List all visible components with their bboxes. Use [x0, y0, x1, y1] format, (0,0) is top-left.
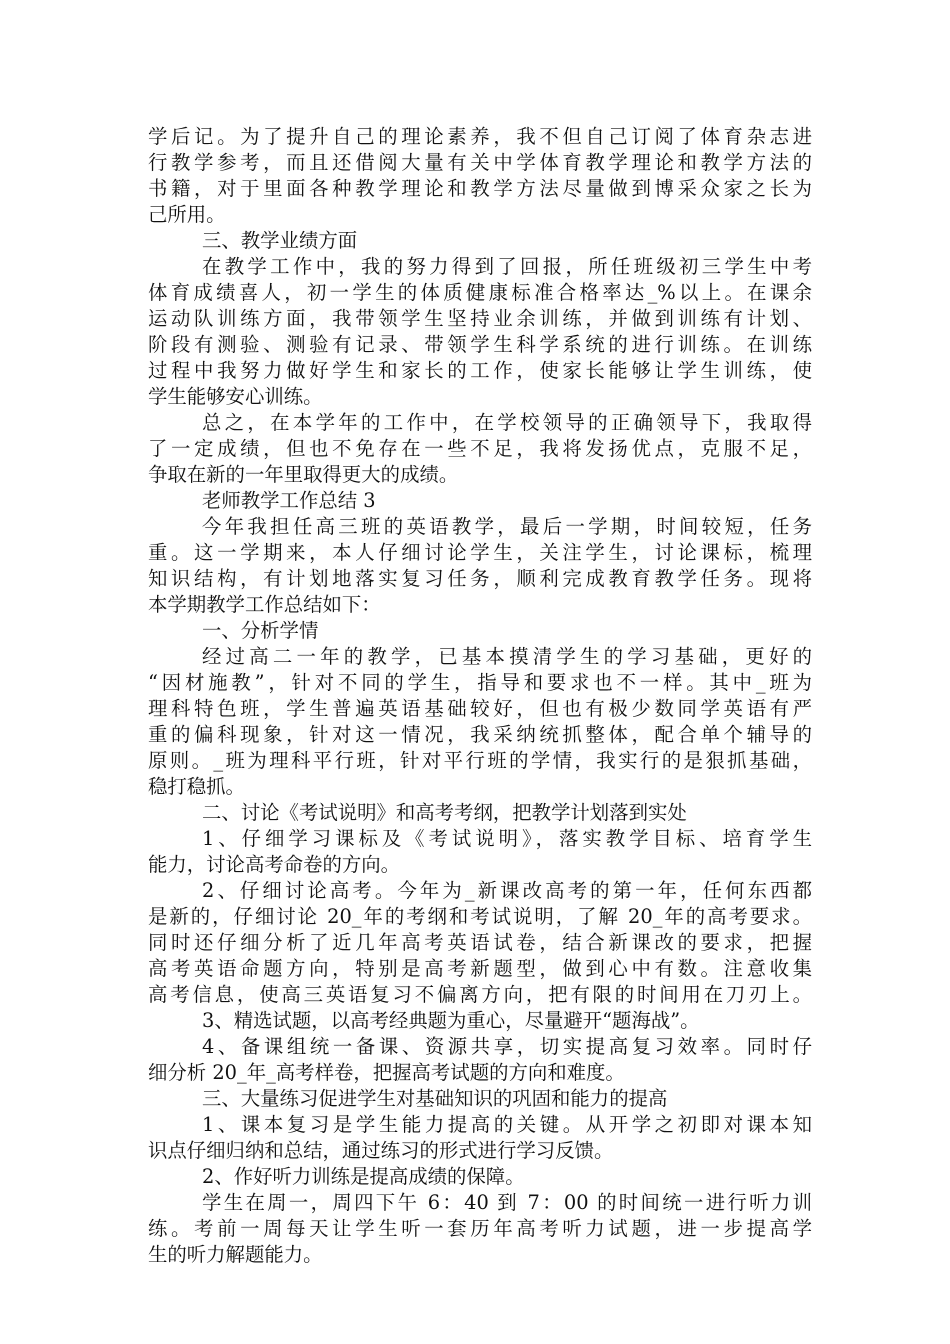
text-line: 2、作好听力训练是提高成绩的保障。: [202, 1165, 525, 1188]
text-line: 练。考前一周每天让学生听一套历年高考听力试题，进一步提高学: [148, 1217, 812, 1240]
text-line: 经过高二一年的教学，已基本摸清学生的学习基础，更好的: [202, 645, 812, 668]
text-line: 是新的，仔细讨论 20_年的考纲和考试说明，了解 20_年的高考要求。: [148, 905, 812, 928]
text-line: 原则。_班为理科平行班，针对平行班的学情，我实行的是狠抓基础，: [148, 749, 812, 772]
text-line: 己所用。: [148, 203, 226, 226]
text-line: 体育成绩喜人，初一学生的体质健康标准合格率达_%以上。在课余: [148, 281, 812, 304]
text-line: 重的偏科现象，针对这一情况，我采纳统抓整体，配合单个辅导的: [148, 723, 812, 746]
text-line: 知识结构，有计划地落实复习任务，顺利完成教育教学任务。现将: [148, 567, 812, 590]
text-line: 1、仔细学习课标及《考试说明》，落实教学目标、培育学生: [202, 827, 812, 850]
text-line: 学生能够安心训练。: [148, 385, 323, 408]
document-body: [148, 124, 812, 1268]
text-line: 老师教学工作总结 3: [202, 489, 376, 512]
text-line: 运动队训练方面，我带领学生坚持业余训练，并做到训练有计划、: [148, 307, 812, 330]
text-line: 学生在周一，周四下午 6：40 到 7：00 的时间统一进行听力训: [202, 1191, 812, 1214]
text-line: “因材施教”，针对不同的学生，指导和要求也不一样。其中_班为: [148, 671, 812, 694]
text-line: 本学期教学工作总结如下：: [148, 593, 381, 616]
text-line: 三、大量练习促进学生对基础知识的巩固和能力的提高: [202, 1087, 668, 1110]
text-line: 书籍，对于里面各种教学理论和教学方法尽量做到博采众家之长为: [148, 177, 812, 200]
text-line: 今年我担任高三班的英语教学，最后一学期，时间较短，任务: [202, 515, 812, 538]
text-line: 2、仔细讨论高考。今年为_新课改高考的第一年，任何东西都: [202, 879, 812, 902]
text-line: 识点仔细归纳和总结，通过练习的形式进行学习反馈。: [148, 1139, 614, 1162]
text-line: 过程中我努力做好学生和家长的工作，使家长能够让学生训练，使: [148, 359, 812, 382]
text-line: 重。这一学期来，本人仔细讨论学生，关注学生，讨论课标，梳理: [148, 541, 812, 564]
text-line: 三、教学业绩方面: [202, 229, 358, 252]
text-line: 高考信息，使高三英语复习不偏离方向，把有限的时间用在刀刃上。: [148, 983, 812, 1006]
text-line: 了一定成绩，但也不免存在一些不足，我将发扬优点，克服不足，: [148, 437, 812, 460]
text-line: 二、讨论《考试说明》和高考考纲，把教学计划落到实处: [202, 801, 687, 824]
text-line: 细分析 20_年_高考样卷，把握高考试题的方向和难度。: [148, 1061, 625, 1084]
text-line: 理科特色班，学生普遍英语基础较好，但也有极少数同学英语有严: [148, 697, 812, 720]
text-line: 一、分析学情: [202, 619, 319, 642]
text-line: 总之，在本学年的工作中，在学校领导的正确领导下，我取得: [202, 411, 812, 434]
text-line: 1、课本复习是学生能力提高的关键。从开学之初即对课本知: [202, 1113, 812, 1136]
text-line: 生的听力解题能力。: [148, 1243, 323, 1266]
text-line: 争取在新的一年里取得更大的成绩。: [148, 463, 459, 486]
text-line: 能力，讨论高考命卷的方向。: [148, 853, 401, 876]
text-line: 在教学工作中，我的努力得到了回报，所任班级初三学生中考: [202, 255, 812, 278]
text-line: 4、备课组统一备课、资源共享，切实提高复习效率。同时仔: [202, 1035, 812, 1058]
text-line: 3、精选试题，以高考经典题为重心，尽量避开“题海战”。: [202, 1009, 700, 1032]
text-line: 同时还仔细分析了近几年高考英语试卷，结合新课改的要求，把握: [148, 931, 812, 954]
text-line: 阶段有测验、测验有记录、带领学生科学系统的进行训练。在训练: [148, 333, 812, 356]
text-line: 高考英语命题方向，特别是高考新题型，做到心中有数。注意收集: [148, 957, 812, 980]
text-line: 学后记。为了提升自己的理论素养，我不但自己订阅了体育杂志进: [148, 125, 812, 148]
text-line: 稳打稳抓。: [148, 775, 245, 798]
text-line: 行教学参考，而且还借阅大量有关中学体育教学理论和教学方法的: [148, 151, 812, 174]
